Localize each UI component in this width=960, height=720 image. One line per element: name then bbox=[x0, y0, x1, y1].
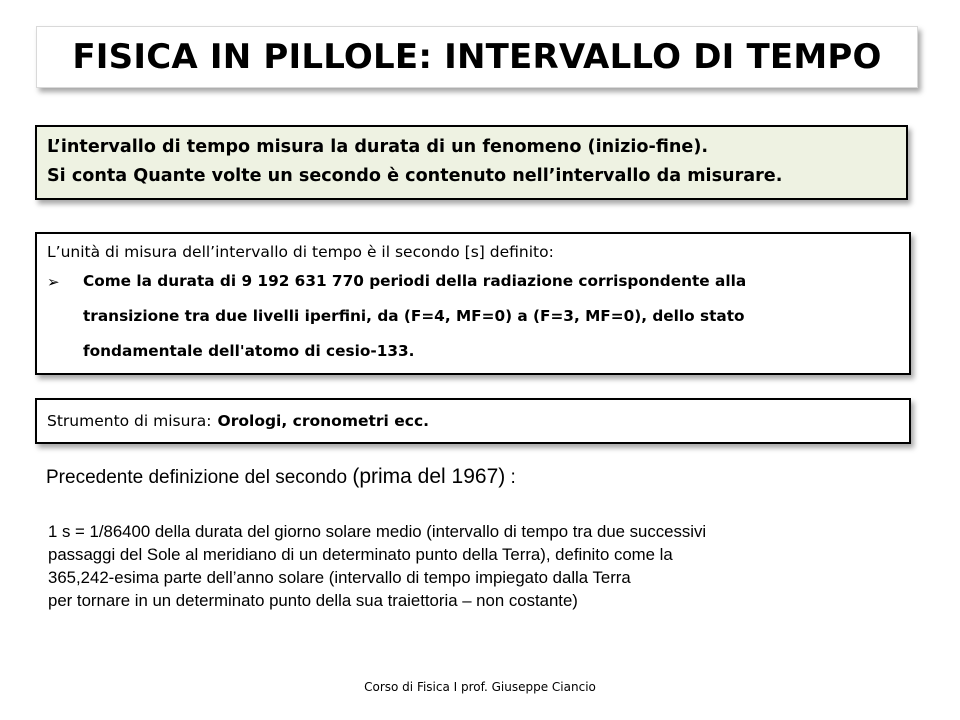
previous-heading-colon: : bbox=[510, 467, 516, 488]
bullet-text bbox=[83, 264, 746, 369]
bullet-line-3: fondamentale dell'atomo di cesio-133. bbox=[83, 342, 415, 360]
page-title: FISICA IN PILLOLE: INTERVALLO DI TEMPO bbox=[72, 37, 882, 77]
previous-line-3: 365,242-esima parte dell’anno solare (intervallo di tempo impiegato dalla Terra bbox=[48, 568, 631, 587]
previous-definition-body bbox=[48, 520, 918, 612]
unit-bullet bbox=[47, 268, 899, 369]
previous-definition-heading bbox=[46, 465, 516, 489]
title-box bbox=[36, 26, 918, 88]
instrument-box bbox=[35, 398, 911, 444]
bullet-line-1: Come la durata di 9 192 631 770 periodi della radiazione corrispondente alla bbox=[83, 272, 747, 290]
previous-heading-date: (prima del 1967) bbox=[352, 465, 506, 488]
arrow-bullet-icon: ➢ bbox=[47, 273, 60, 291]
previous-line-2: passaggi del Sole al meridiano di un determinato punto della Terra), definito come la bbox=[48, 545, 673, 564]
definition-line-1: L’intervallo di tempo misura la durata di un fenomeno (inizio-fine). bbox=[47, 137, 709, 157]
footer: Corso di Fisica I prof. Giuseppe Ciancio bbox=[364, 680, 596, 694]
previous-line-1: 1 s = 1/86400 della durata del giorno solare medio (intervallo di tempo tra due successivi bbox=[48, 522, 707, 541]
definition-box bbox=[35, 125, 908, 200]
previous-heading-text: Precedente definizione del secondo bbox=[46, 467, 348, 488]
previous-line-4: per tornare in un determinato punto della sua traiettoria – non costante) bbox=[48, 591, 578, 610]
unit-box bbox=[35, 232, 911, 375]
unit-intro: L’unità di misura dell’intervallo di tempo è il secondo [s] definito: bbox=[47, 243, 554, 261]
instrument-value: Orologi, cronometri ecc. bbox=[217, 412, 430, 430]
instrument-label: Strumento di misura: bbox=[47, 412, 212, 430]
bullet-line-2: transizione tra due livelli iperfini, da (F=4, MF=0) a (F=3, MF=0), dello stato bbox=[83, 307, 745, 325]
definition-line-2: Si conta Quante volte un secondo è contenuto nell’intervallo da misurare. bbox=[47, 166, 783, 186]
